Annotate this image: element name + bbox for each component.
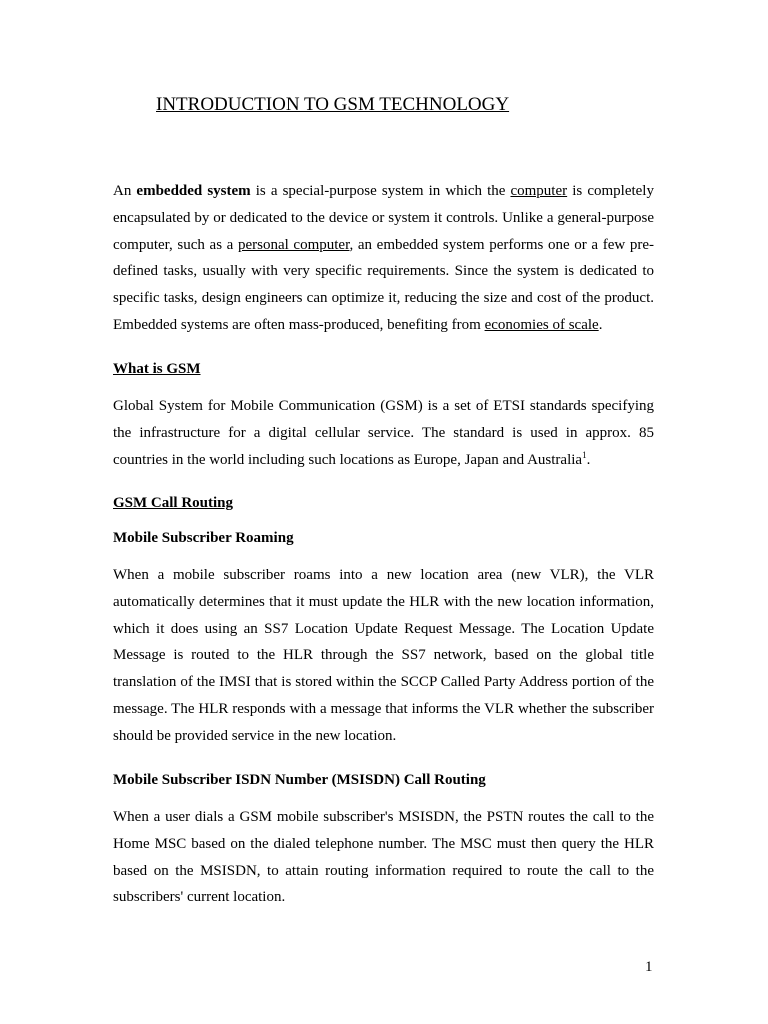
- what-is-gsm-paragraph: [113, 393, 654, 473]
- economies-of-scale-link[interactable]: economies of scale: [484, 316, 599, 333]
- msisdn-heading: Mobile Subscriber ISDN Number (MSISDN) Call Routing: [113, 772, 486, 788]
- personal-computer-link[interactable]: personal computer: [237, 236, 350, 253]
- roaming-paragraph: When a mobile subscriber roams into a new location area (new VLR), the VLR automatically determines that it must update the HLR with the new location information, which it does using an SS7 Location Update Request Message. The Location Update Message is routed to the HLR through the SS7 network, based on the global title translation of the IMSI that is stored within the SCCP Called Party Address portion of the message. The HLR responds with a message that informs the VLR whether the subscriber should be provided service in the new location.: [113, 567, 654, 744]
- msisdn-paragraph: When a user dials a GSM mobile subscriber's MSISDN, the PSTN routes the call to the Home MSC based on the dialed telephone number. The MSC must then query the HLR based on the MSISDN, to attain routing information required to route the call to the subscribers' current location.: [113, 809, 654, 906]
- footnote-ref[interactable]: 1: [582, 449, 587, 460]
- intro-text-end: .: [598, 316, 603, 333]
- what-is-gsm-heading: What is GSM: [113, 361, 201, 377]
- roaming-heading: Mobile Subscriber Roaming: [113, 530, 294, 546]
- what-is-gsm-text-end: .: [586, 451, 591, 468]
- page-number: 1: [645, 959, 653, 975]
- intro-paragraph: [113, 178, 654, 339]
- page-title: INTRODUCTION TO GSM TECHNOLOGY: [156, 94, 510, 115]
- what-is-gsm-text: Global System for Mobile Communication (GSM) is a set of ETSI standards specifying the infrastructure for a digital cellular service. The standard is used in approx. 85 countries in the world including such locations as Europe, Japan and Australia: [113, 398, 654, 468]
- intro-text-start: An: [113, 183, 137, 199]
- embedded-system-term: embedded system: [136, 183, 251, 199]
- computer-link[interactable]: computer: [510, 183, 568, 199]
- gsm-call-routing-heading: GSM Call Routing: [113, 495, 234, 511]
- intro-text-c: , an embedded system performs one or a few pre-defined tasks, usually with very specific requirements. Since the system is dedicated to specific tasks, design engineers can optimize it, reducing the size and cost of the product. Embedded systems are often mass-produced, benefiting from: [113, 236, 654, 333]
- intro-text-b: is completely encapsulated by or dedicated to the device or system it controls. Unlike a general-purpose computer, such as a: [113, 183, 654, 253]
- intro-text-a: is a special-purpose system in which the: [250, 183, 511, 199]
